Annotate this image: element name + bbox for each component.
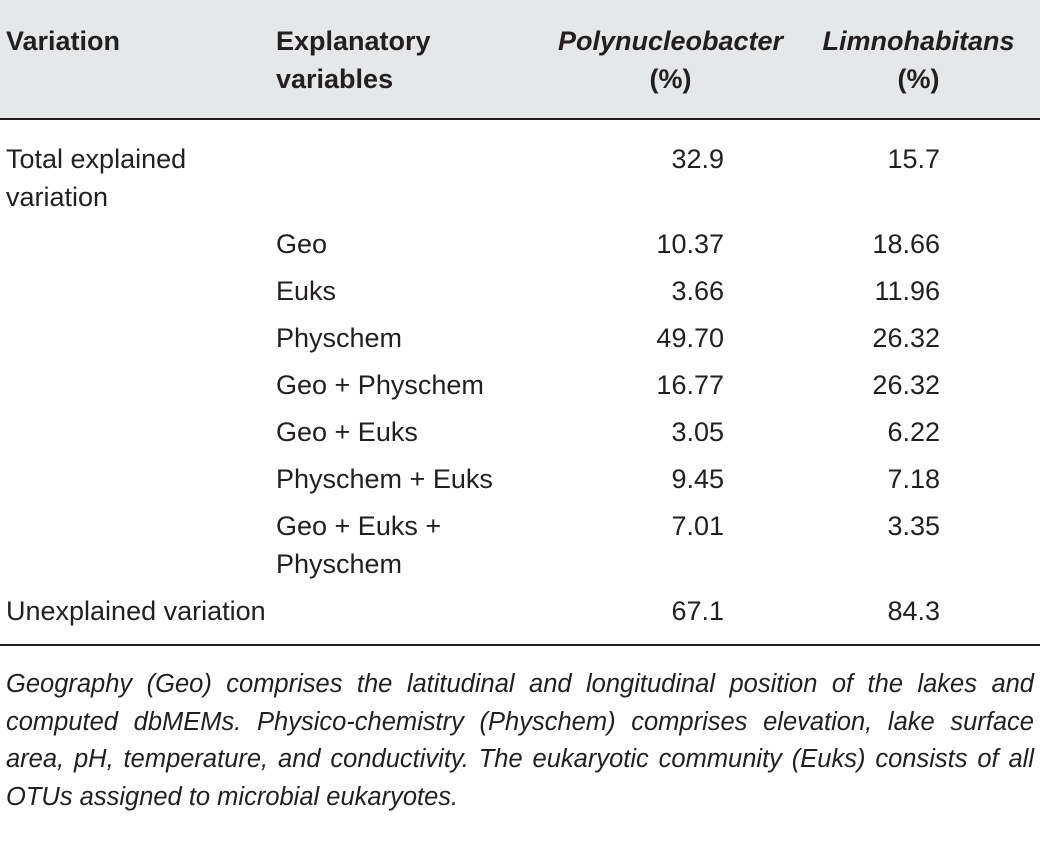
cell-limnohabitans: 7.18	[887, 464, 940, 494]
table-row	[0, 507, 1040, 592]
cell-variation: Unexplained variation	[6, 596, 266, 626]
table-row	[0, 319, 1040, 366]
table-row	[0, 272, 1040, 319]
table-row	[0, 366, 1040, 413]
cell-limnohabitans: 26.32	[872, 323, 940, 353]
header-polynucleobacter: Polynucleobacter (%)	[557, 26, 784, 94]
cell-explanatory	[270, 592, 540, 645]
cell-limnohabitans: 11.96	[874, 276, 940, 306]
header-variation: Variation	[6, 26, 121, 56]
table-row	[0, 119, 1040, 225]
table-header	[0, 0, 1040, 119]
cell-variation	[0, 272, 270, 319]
table-row	[0, 592, 1040, 645]
cell-explanatory: Euks	[276, 276, 337, 306]
cell-limnohabitans: 18.66	[872, 229, 940, 259]
cell-polynucleobacter: 32.9	[671, 144, 724, 174]
cell-limnohabitans: 15.7	[887, 144, 940, 174]
cell-explanatory: Physchem + Euks	[276, 464, 493, 494]
cell-polynucleobacter: 10.37	[656, 229, 724, 259]
cell-explanatory: Physchem	[276, 323, 403, 353]
cell-variation: Total explained variation	[6, 144, 187, 212]
cell-polynucleobacter: 3.66	[671, 276, 724, 306]
table-row	[0, 413, 1040, 460]
cell-polynucleobacter: 9.45	[671, 464, 724, 494]
table-footnote: Geography (Geo) comprises the latitudinal and longitudinal position of the lakes and computed dbMEMs. Physico-chemistry (Physchem) comprises elevation, lake surface area, pH, temperature, and conductivity. The eukaryotic community (Euks) consists of all OTUs assigned to microbial eukaryotes.	[6, 670, 1034, 811]
cell-explanatory: Geo + Physchem	[276, 370, 484, 400]
cell-limnohabitans: 6.22	[887, 417, 940, 447]
cell-variation	[0, 507, 270, 592]
cell-limnohabitans: 26.32	[872, 370, 940, 400]
cell-explanatory: Geo	[276, 229, 328, 259]
cell-explanatory: Geo + Euks + Physchem	[276, 511, 442, 579]
header-limnohabitans: Limnohabitans (%)	[822, 26, 1015, 94]
cell-variation	[0, 225, 270, 272]
cell-polynucleobacter: 67.1	[671, 596, 724, 626]
cell-variation	[0, 460, 270, 507]
table-row	[0, 460, 1040, 507]
header-row	[0, 0, 1040, 119]
cell-polynucleobacter: 3.05	[671, 417, 724, 447]
cell-explanatory	[270, 119, 540, 225]
cell-explanatory: Geo + Euks	[276, 417, 418, 447]
table-row	[0, 225, 1040, 272]
table-body	[0, 119, 1040, 645]
cell-variation	[0, 319, 270, 366]
cell-polynucleobacter: 49.70	[656, 323, 724, 353]
cell-polynucleobacter: 7.01	[671, 511, 724, 541]
header-explanatory-variables: Explanatory variables	[276, 26, 431, 94]
cell-variation	[0, 413, 270, 460]
cell-limnohabitans: 3.35	[887, 511, 940, 541]
cell-limnohabitans: 84.3	[887, 596, 940, 626]
cell-polynucleobacter: 16.77	[656, 370, 724, 400]
cell-variation	[0, 366, 270, 413]
